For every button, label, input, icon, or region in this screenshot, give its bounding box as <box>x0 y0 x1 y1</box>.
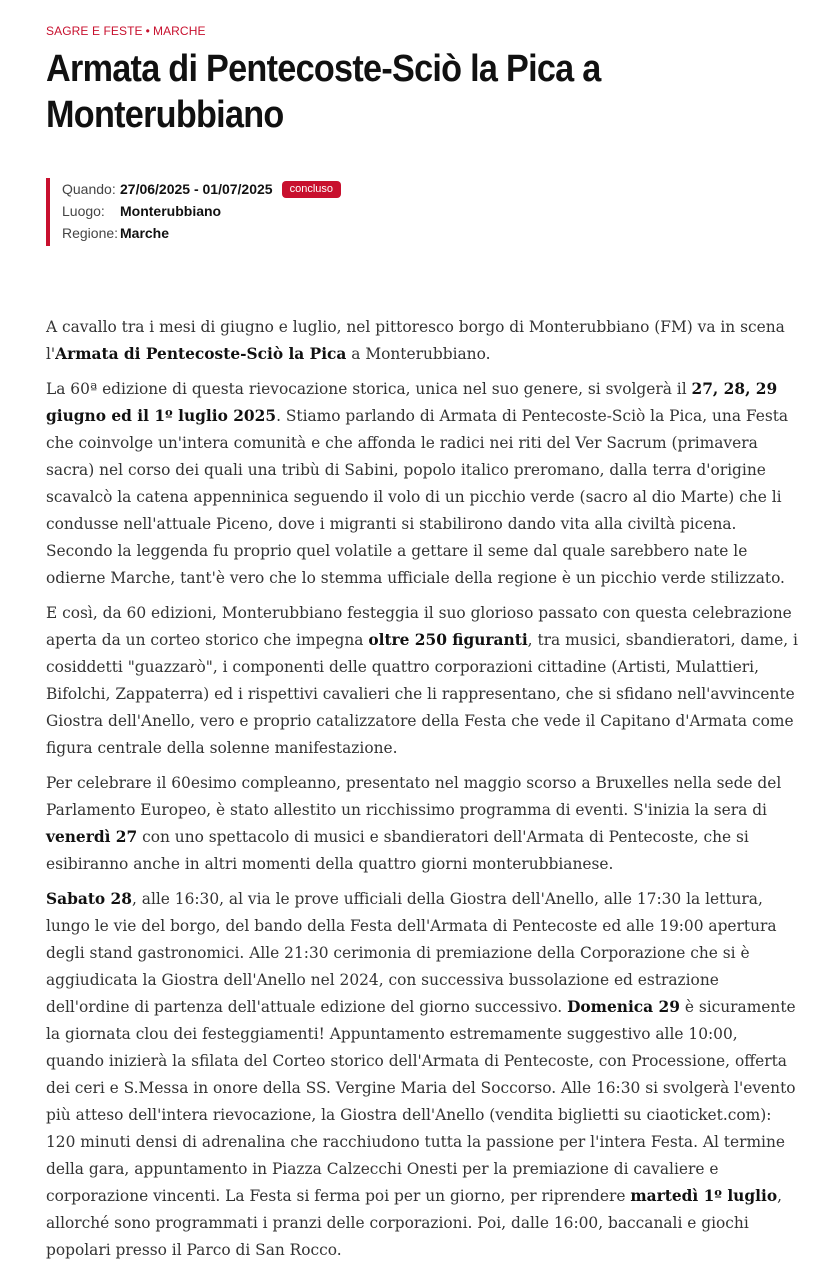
paragraph-program <box>46 770 798 878</box>
when-value: 27/06/2025 - 01/07/2025 <box>120 181 273 197</box>
text-run: A cavallo tra i mesi di giugno e luglio, nel pittoresco borgo di Monterubbiano (FM) va in scena l' <box>46 318 785 363</box>
region-label: Regione: <box>62 225 119 241</box>
meta-when-row <box>62 178 341 200</box>
breadcrumb <box>46 24 798 38</box>
meta-place-row <box>62 200 341 222</box>
event-dates-bold: 27, 28, 29 giugno ed il 1º luglio 2025 <box>46 380 778 425</box>
figuranti-bold: oltre 250 figuranti <box>368 631 528 649</box>
paragraph-history <box>46 376 798 592</box>
event-name-bold: Armata di Pentecoste-Sciò la Pica <box>55 345 347 363</box>
friday-bold: venerdì 27 <box>46 828 138 846</box>
when-label: Quando: <box>62 181 116 197</box>
paragraph-schedule <box>46 886 798 1264</box>
text-run: , tra musici, sbandieratori, dame, i cosiddetti "guazzarò", i componenti delle quattro corporazioni cittadine (Artisti, Mulattieri, Bifolchi, Zappaterra) ed i rispettivi cavalieri che li rappresentano, che si sfidano nell'avvincente Giostra dell'Anello, vero e proprio catalizzatore della Festa che vede il Capitano d'Armata come figura centrale della solenne manifestazione. <box>46 631 798 757</box>
article-body <box>46 314 798 1272</box>
text-run: , allorché sono programmati i pranzi delle corporazioni. Poi, dalle 16:00, baccanali e giochi popolari presso il Parco di San Rocco. <box>46 1187 783 1259</box>
place-label: Luogo: <box>62 203 105 219</box>
tuesday-bold: martedì 1º luglio <box>630 1187 778 1205</box>
meta-region-row <box>62 222 341 244</box>
region-value[interactable]: Marche <box>120 225 170 241</box>
text-run: a Monterubbiano. <box>346 345 491 363</box>
text-run: E così, da 60 edizioni, Monterubbiano festeggia il suo glorioso passato con questa celebrazione aperta da un corteo storico che impegna <box>46 604 792 649</box>
paragraph-celebration <box>46 600 798 762</box>
text-run: , alle 16:30, al via le prove ufficiali della Giostra dell'Anello, alle 17:30 la lettura, lungo le vie del borgo, del bando della Festa dell'Armata di Pentecoste ed alle 19:00 apertura degli stand gastronomici. Alle 21:30 cerimonia di premiazione della Corporazione che si è aggiudicata la Giostra dell'Anello nel 2024, con successiva bussolazione ed estrazione dell'ordine di partenza dell'attuale edizione del giorno successivo. <box>46 890 777 1016</box>
place-value[interactable]: Monterubbiano <box>120 203 222 219</box>
sunday-bold: Domenica 29 <box>567 998 680 1016</box>
page <box>46 0 798 1259</box>
breadcrumb-separator: • <box>145 24 150 38</box>
paragraph-intro <box>46 314 798 368</box>
breadcrumb-region-link[interactable]: MARCHE <box>152 24 206 38</box>
text-run: con uno spettacolo di musici e sbandieratori dell'Armata di Pentecoste, che si esibiranno anche in altri momenti della quattro giorni monterubbianese. <box>46 828 749 873</box>
page-title: Armata di Pentecoste-Sciò la Pica a Monterubbiano <box>46 48 601 136</box>
status-badge: concluso <box>282 181 341 198</box>
text-run: La 60ª edizione di questa rievocazione storica, unica nel suo genere, si svolgerà il <box>46 380 692 398</box>
text-run: Per celebrare il 60esimo compleanno, presentato nel maggio scorso a Bruxelles nella sede del Parlamento Europeo, è stato allestito un ricchissimo programma di eventi. S'inizia la sera di <box>46 774 782 819</box>
text-run: . Stiamo parlando di Armata di Pentecoste-Sciò la Pica, una Festa che coinvolge un'intera comunità e che affonda le radici nei riti del Ver Sacrum (primavera sacra) nel corso dei quali una tribù di Sabini, popolo italico preromano, dalla terra d'origine scavalcò la catena appenninica seguendo il volo di un picchio verde (sacro al dio Marte) che li condusse nell'attuale Piceno, dove i migranti si stabilirono dando vita alla civiltà picena. Secondo la leggenda fu proprio quel volatile a gettare il seme dal quale sarebbero nate le odierne Marche, tant'è vero che lo stemma ufficiale della regione è un picchio verde stilizzato. <box>46 407 789 587</box>
text-run: è sicuramente la giornata clou dei festeggiamenti! Appuntamento estremamente suggestivo alle 10:00, quando inizierà la sfilata del Corteo storico dell'Armata di Pentecoste, con Processione, offerta dei ceri e S.Messa in onore della SS. Vergine Maria del Soccorso. Alle 16:30 si svolgerà l'evento più atteso dell'intera rievocazione, la Giostra dell'Anello (vendita biglietti su ciaoticket.com): 120 minuti densi di adrenalina che racchiudono tutta la passione per l'intera Festa. Al termine della gara, appuntamento in Piazza Calzecchi Onesti per la premiazione di cavaliere e corporazione vincenti. La Festa si ferma poi per un giorno, per riprendere <box>46 998 796 1205</box>
breadcrumb-category-link[interactable]: SAGRE E FESTE <box>46 24 143 38</box>
event-info-box <box>46 178 341 246</box>
saturday-bold: Sabato 28 <box>46 890 132 908</box>
